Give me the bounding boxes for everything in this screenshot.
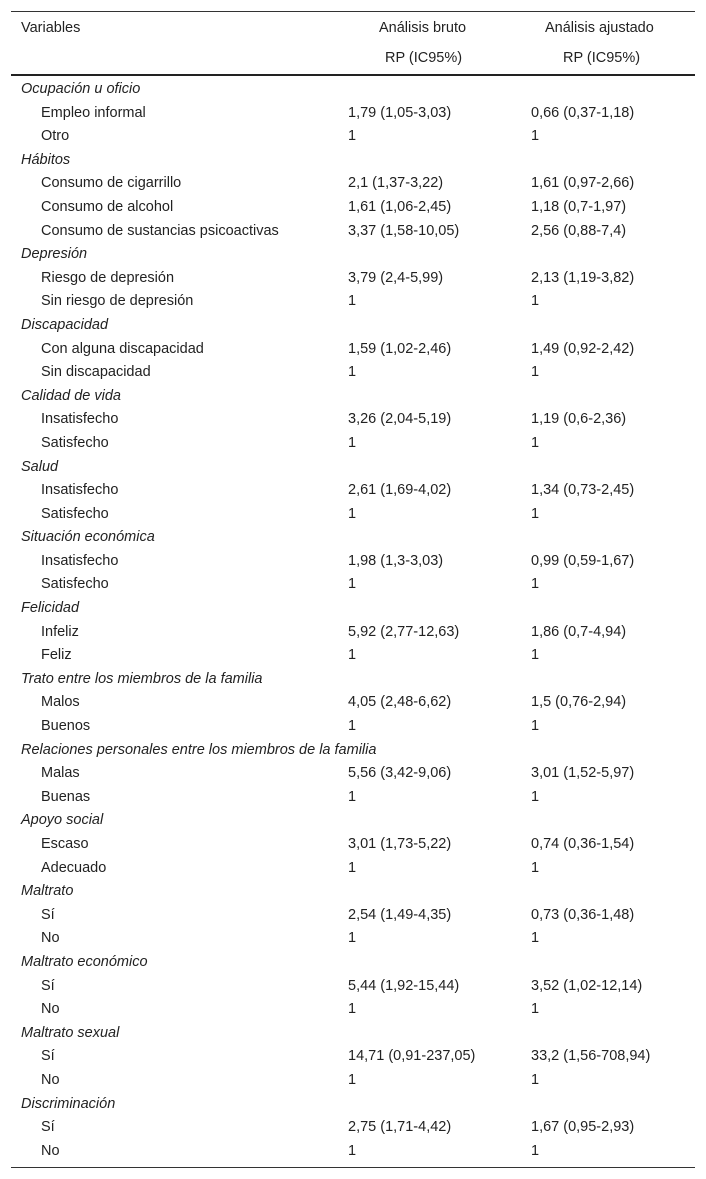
table-body [11,76,695,1167]
cell-ajustado: 1 [531,1071,540,1088]
row-label: Adecuado [41,859,107,876]
table-row [11,1116,695,1140]
cell-bruto: 1,59 (1,02-2,46) [348,340,452,357]
cell-ajustado: 3,52 (1,02-12,14) [531,977,643,994]
cell-bruto: 1 [348,718,357,735]
group-row [11,314,695,338]
row-label: No [41,930,60,947]
cell-bruto: 3,01 (1,73-5,22) [348,836,452,852]
cell-ajustado: 1,49 (0,92-2,42) [531,340,635,357]
cell-ajustado: 1 [531,434,540,451]
cell-ajustado: 1 [531,364,540,381]
group-title: Salud [21,458,59,475]
header-bruto-sub: RP (IC95%) [385,50,463,66]
cell-bruto: 1,61 (1,06-2,45) [348,198,452,215]
cell-ajustado: 0,66 (0,37-1,18) [531,104,635,121]
cell-bruto: 1 [348,293,357,310]
group-title: Maltrato sexual [21,1024,120,1041]
table-row [11,267,695,291]
row-label: Sí [41,1048,55,1065]
table-row [11,361,695,385]
cell-ajustado: 1 [531,788,540,805]
group-title: Ocupación u oficio [21,81,141,97]
row-label: Consumo de alcohol [41,198,174,215]
group-title: Apoyo social [21,812,104,829]
cell-ajustado: 2,56 (0,88-7,4) [531,222,627,239]
cell-ajustado: 1 [531,930,540,947]
cell-ajustado: 1 [531,859,540,876]
cell-bruto: 3,37 (1,58-10,05) [348,222,460,239]
cell-bruto: 1 [348,647,357,664]
table-row [11,762,695,786]
row-label: Satisfecho [41,434,109,451]
group-row [11,385,695,409]
cell-ajustado: 1 [531,1001,540,1018]
row-label: Otro [41,128,70,145]
cell-ajustado: 1 [531,293,540,310]
cell-bruto: 2,54 (1,49-4,35) [348,906,452,923]
table-row [11,691,695,715]
cell-ajustado: 1,5 (0,76-2,94) [531,694,627,711]
table-row [11,715,695,739]
group-title: Depresión [21,246,88,263]
table-row [11,503,695,527]
cell-ajustado: 1,34 (0,73-2,45) [531,482,635,499]
table-row [11,1140,695,1164]
group-row [11,809,695,833]
group-title: Maltrato [21,883,74,900]
group-row [11,668,695,692]
header-ajustado-sub: RP (IC95%) [563,50,641,66]
cell-ajustado: 3,01 (1,52-5,97) [531,765,635,782]
cell-bruto: 2,61 (1,69-4,02) [348,482,452,499]
group-title: Maltrato económico [21,953,148,970]
group-row [11,739,695,763]
row-label: Consumo de sustancias psicoactivas [41,222,279,239]
table-row [11,857,695,881]
row-label: No [41,1001,60,1018]
cell-bruto: 2,1 (1,37-3,22) [348,175,444,192]
cell-ajustado: 1,18 (0,7-1,97) [531,198,627,215]
header-ajustado: Análisis ajustado [545,20,654,36]
table-row [11,1069,695,1093]
cell-bruto: 5,44 (1,92-15,44) [348,977,460,994]
table-row [11,786,695,810]
cell-bruto: 1 [348,128,357,145]
header-bruto: Análisis bruto [379,20,467,36]
cell-ajustado: 1,19 (0,6-2,36) [531,411,627,428]
table-row [11,550,695,574]
table-row [11,338,695,362]
row-label: Malas [41,765,80,782]
table-header [11,12,695,76]
group-row [11,78,695,102]
row-label: Sí [41,1119,55,1136]
cell-ajustado: 0,73 (0,36-1,48) [531,906,635,923]
cell-bruto: 1 [348,930,357,947]
results-table [11,11,695,1168]
table-row [11,904,695,928]
group-title: Felicidad [21,600,80,617]
row-label: Riesgo de depresión [41,269,175,286]
row-label: Sí [41,977,55,994]
table-row [11,573,695,597]
cell-ajustado: 0,74 (0,36-1,54) [531,836,635,852]
group-title: Calidad de vida [21,387,121,404]
group-row [11,149,695,173]
table-row [11,172,695,196]
table-row [11,125,695,149]
row-label: Sin discapacidad [41,364,151,381]
table-row [11,927,695,951]
row-label: Sin riesgo de depresión [41,293,194,310]
cell-ajustado: 1,86 (0,7-4,94) [531,623,627,640]
cell-ajustado: 1 [531,505,540,522]
cell-bruto: 1 [348,1071,357,1088]
row-label: Feliz [41,647,72,664]
cell-ajustado: 1 [531,128,540,145]
group-title: Discriminación [21,1095,116,1112]
table-row [11,975,695,999]
row-label: Empleo informal [41,104,146,121]
row-label: Infeliz [41,623,79,640]
cell-bruto: 2,75 (1,71-4,42) [348,1119,452,1136]
cell-ajustado: 1 [531,576,540,593]
group-row [11,526,695,550]
group-title: Trato entre los miembros de la familia [21,670,263,687]
cell-ajustado: 33,2 (1,56-708,94) [531,1048,651,1065]
row-label: Insatisfecho [41,482,119,499]
group-row [11,243,695,267]
cell-ajustado: 2,13 (1,19-3,82) [531,269,635,286]
cell-ajustado: 1 [531,647,540,664]
cell-bruto: 1 [348,859,357,876]
group-title: Situación económica [21,529,155,546]
cell-ajustado: 1 [531,718,540,735]
cell-bruto: 1,79 (1,05-3,03) [348,104,452,121]
row-label: Consumo de cigarrillo [41,175,182,192]
cell-bruto: 3,79 (2,4-5,99) [348,269,444,286]
cell-bruto: 1 [348,505,357,522]
cell-bruto: 1 [348,434,357,451]
cell-bruto: 5,92 (2,77-12,63) [348,623,460,640]
table-row [11,432,695,456]
cell-ajustado: 0,99 (0,59-1,67) [531,552,635,569]
cell-bruto: 1 [348,1142,357,1159]
cell-bruto: 5,56 (3,42-9,06) [348,765,452,782]
table-row [11,479,695,503]
table-row [11,1045,695,1069]
table-row [11,196,695,220]
group-row [11,1022,695,1046]
cell-bruto: 1 [348,1001,357,1018]
table-row [11,833,695,857]
table-row [11,408,695,432]
cell-ajustado: 1,67 (0,95-2,93) [531,1119,635,1136]
group-row [11,951,695,975]
row-label: Insatisfecho [41,411,119,428]
cell-ajustado: 1 [531,1142,540,1159]
header-variables: Variables [21,20,81,36]
row-label: Malos [41,694,80,711]
table-row [11,102,695,126]
cell-bruto: 1 [348,788,357,805]
table-row [11,998,695,1022]
group-title: Hábitos [21,151,71,168]
table-row [11,290,695,314]
row-label: Satisfecho [41,505,109,522]
row-label: Sí [41,906,55,923]
row-label: Escaso [41,836,89,852]
cell-bruto: 3,26 (2,04-5,19) [348,411,452,428]
table-row [11,621,695,645]
table-row [11,220,695,244]
row-label: No [41,1142,60,1159]
group-row [11,1093,695,1117]
cell-bruto: 1 [348,364,357,381]
group-row [11,880,695,904]
cell-ajustado: 1,61 (0,97-2,66) [531,175,635,192]
cell-bruto: 1 [348,576,357,593]
cell-bruto: 14,71 (0,91-237,05) [348,1048,476,1065]
table-row [11,644,695,668]
row-label: No [41,1071,60,1088]
group-title: Discapacidad [21,316,109,333]
cell-bruto: 1,98 (1,3-3,03) [348,552,444,569]
row-label: Buenos [41,718,91,735]
cell-bruto: 4,05 (2,48-6,62) [348,694,452,711]
row-label: Buenas [41,788,91,805]
group-row [11,597,695,621]
group-title: Relaciones personales entre los miembros de la familia [21,741,377,758]
group-row [11,456,695,480]
row-label: Con alguna discapacidad [41,340,204,357]
row-label: Insatisfecho [41,552,119,569]
row-label: Satisfecho [41,576,109,593]
